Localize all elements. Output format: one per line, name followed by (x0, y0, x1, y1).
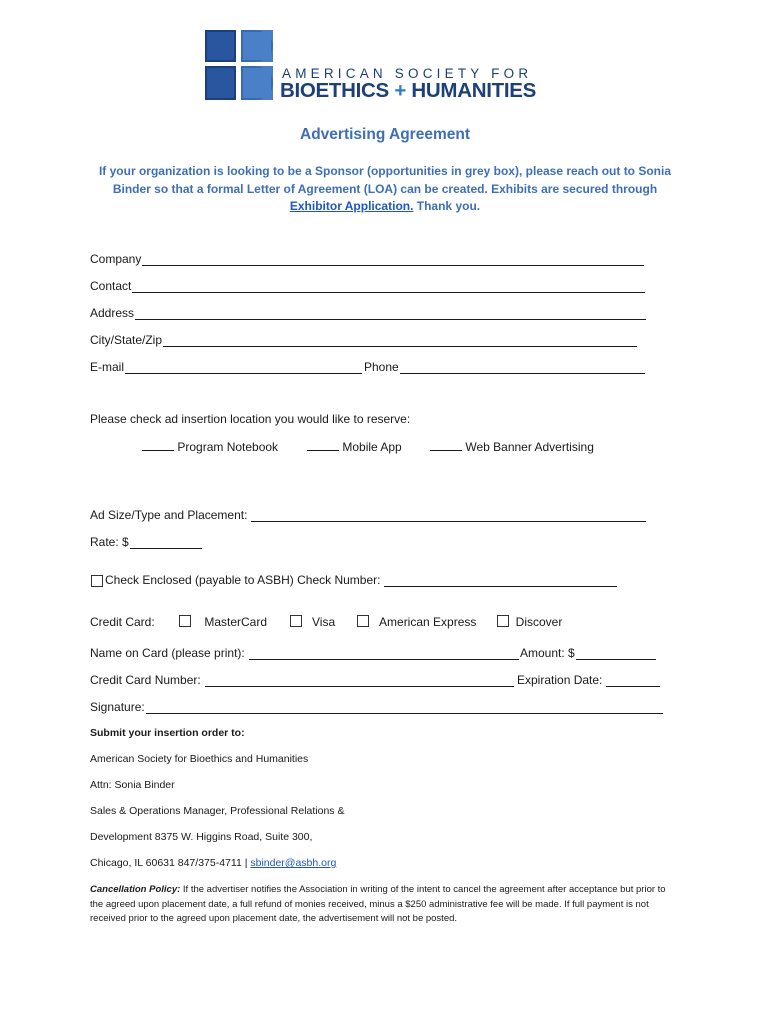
phone-field[interactable]: Phone (364, 360, 645, 374)
cancellation-policy: Cancellation Policy: If the advertiser notifies the Association in writing of the intent to cancel the agreement after acceptance but prior to the agreed upon placement date, a full refund of monies received, minus a $250 administrative fee will be made. If full payment is not received prior to the agreed upon placement date, the advertisement will not be posted. (90, 884, 666, 924)
discover-option[interactable]: Discover (497, 615, 562, 629)
mastercard-option[interactable]: MasterCard (179, 615, 267, 629)
check-enclosed-checkbox[interactable] (91, 575, 103, 587)
intro-text: If your organization is looking to be a Sponsor (opportunities in grey box), please reach out to Sonia Binder so that a formal Letter of Agreement (LOA) can be created. Exhibits are secured through Exhibitor Application. Thank you. (98, 164, 672, 213)
submit-address2: Chicago, IL 60631 847/375-4711 | sbinder@asbh.org (90, 857, 337, 869)
page-title: Advertising Agreement (300, 126, 470, 143)
option-program-notebook[interactable]: Program Notebook (142, 439, 278, 454)
visa-option[interactable]: Visa (290, 615, 335, 629)
amex-option[interactable]: American Express (357, 615, 476, 629)
address-field[interactable]: Address (90, 306, 646, 320)
city-state-zip-field[interactable]: City/State/Zip (90, 333, 637, 347)
signature-field[interactable]: Signature: (90, 700, 663, 714)
rate-field[interactable]: Rate: $ (90, 535, 202, 549)
submit-address1: Development 8375 W. Higgins Road, Suite 300, (90, 831, 313, 843)
mastercard-checkbox[interactable] (179, 615, 191, 627)
contact-field[interactable]: Contact (90, 279, 645, 293)
name-on-card-field[interactable]: Name on Card (please print): (90, 646, 519, 660)
ad-size-field[interactable]: Ad Size/Type and Placement: (90, 508, 646, 522)
submit-org: American Society for Bioethics and Humanities (90, 753, 309, 765)
amex-checkbox[interactable] (357, 615, 369, 627)
credit-card-label: Credit Card: (90, 615, 155, 629)
option-web-banner[interactable]: Web Banner Advertising (430, 439, 594, 454)
amount-field[interactable]: Amount: $ (520, 646, 656, 660)
insertion-prompt: Please check ad insertion location you would like to reserve: (90, 412, 411, 426)
visa-checkbox[interactable] (290, 615, 302, 627)
expiration-field[interactable]: Expiration Date: (517, 673, 660, 687)
logo-text-line1: AMERICAN SOCIETY FOR (282, 66, 533, 81)
check-enclosed-field[interactable]: Check Enclosed (payable to ASBH) Check Number: (91, 573, 617, 587)
exhibitor-application-link[interactable]: Exhibitor Application. (289, 199, 414, 213)
discover-checkbox[interactable] (497, 615, 509, 627)
submit-heading: Submit your insertion order to: (90, 727, 245, 739)
card-number-field[interactable]: Credit Card Number: (90, 673, 514, 687)
option-mobile-app[interactable]: Mobile App (307, 439, 402, 454)
asbh-logo-mark-icon (205, 30, 273, 100)
email-field[interactable]: E-mail (90, 360, 362, 374)
submit-role: Sales & Operations Manager, Professional Relations & (90, 805, 345, 817)
logo-text-line2: BIOETHICS + HUMANITIES (280, 79, 536, 102)
contact-email-link[interactable]: sbinder@asbh.org (250, 857, 337, 869)
company-field[interactable]: Company (90, 252, 644, 266)
submit-attn: Attn: Sonia Binder (90, 779, 175, 791)
